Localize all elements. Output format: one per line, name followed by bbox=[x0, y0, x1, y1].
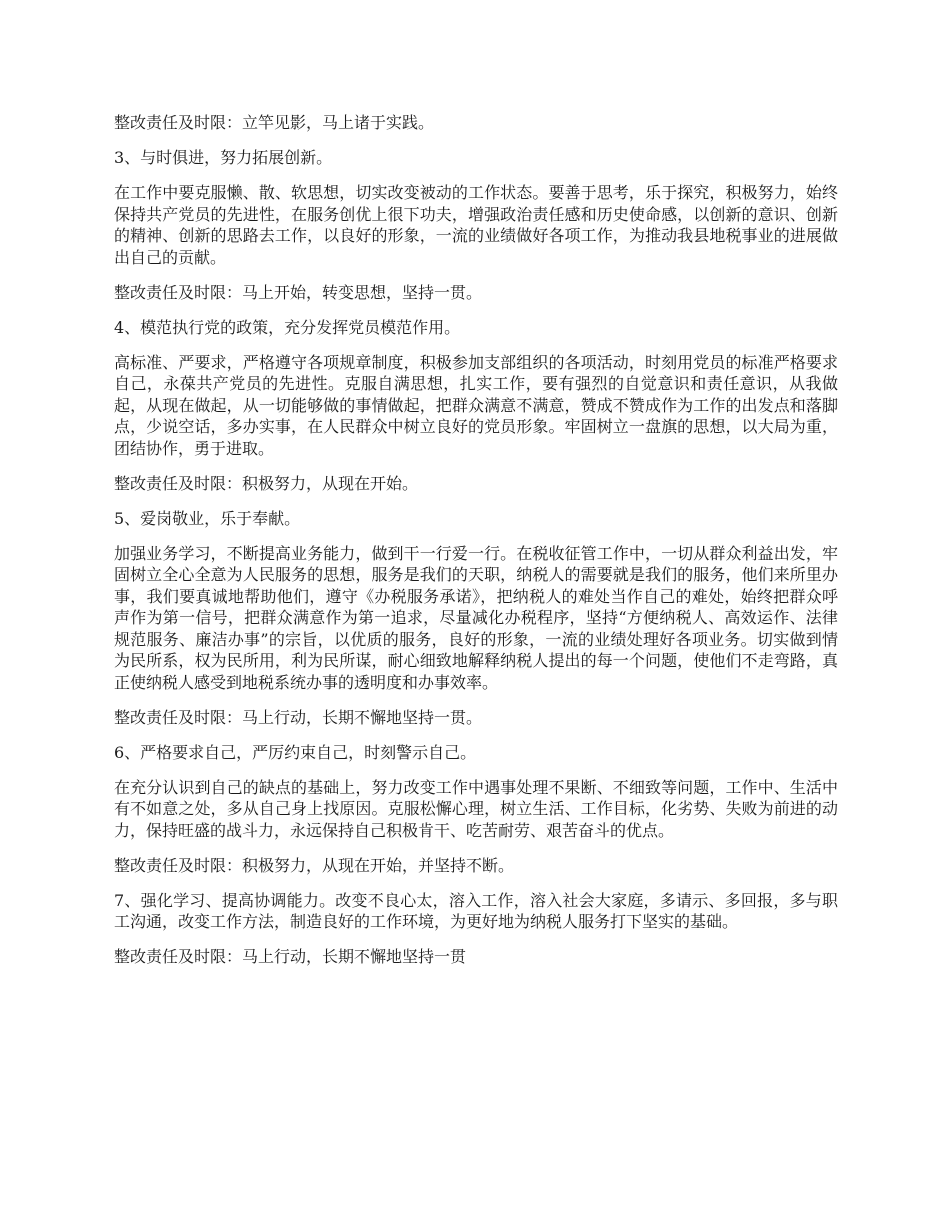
section-heading-3: 3、与时俱进，努力拓展创新。 bbox=[114, 148, 333, 167]
section-heading-7: 7、强化学习、提高协调能力。改变不良心太，溶入工作，溶入社会大家庭，多请示、多回报，多与职工沟通，改变工作方法，制造良好的工作环境，为更好地为纳税人服务打下坚实的基础。 bbox=[114, 890, 838, 931]
deadline-paragraph: 整改责任及时限：积极努力，从现在开始。 bbox=[114, 473, 419, 493]
deadline-paragraph: 整改责任及时限：马上行动，长期不懈地坚持一贯。 bbox=[114, 707, 483, 727]
section-heading-4: 4、模范执行党的政策，充分发挥党员模范作用。 bbox=[114, 317, 461, 337]
document-body bbox=[114, 112, 838, 968]
deadline-paragraph: 整改责任及时限：立竿见影，马上诸于实践。 bbox=[114, 113, 435, 132]
section-heading-5: 5、爱岗敬业，乐于奉献。 bbox=[114, 508, 301, 528]
deadline-paragraph: 整改责任及时限：马上行动，长期不懈地坚持一贯 bbox=[114, 947, 467, 966]
deadline-paragraph: 整改责任及时限：马上开始，转变思想，坚持一贯。 bbox=[114, 282, 483, 302]
body-paragraph: 高标准、严要求，严格遵守各项规章制度，积极参加支部组织的各项活动，时刻用党员的标准严格要求自己，永葆共产党员的先进性。克服自满思想，扎实工作，要有强烈的自觉意识和责任意识，从我做起，从现在做起，从一切能够做的事情做起，把群众满意不满意，赞成不赞成作为工作的出发点和落脚点，少说空话，多办实事，在人民群众中树立良好的党员形象。牢固树立一盘旗的思想，以大局为重，团结协作，勇于进取。 bbox=[114, 352, 838, 458]
body-paragraph: 在工作中要克服懒、散、软思想，切实改变被动的工作状态。要善于思考，乐于探究，积极努力，始终保持共产党员的先进性，在服务创优上很下功夫，增强政治责任感和历史使命感，以创新的意识、创新的精神、创新的思路去工作，以良好的形象，一流的业绩做好各项工作，为推动我县地税事业的进展做出自己的贡献。 bbox=[114, 183, 838, 267]
deadline-paragraph: 整改责任及时限：积极努力，从现在开始，并坚持不断。 bbox=[114, 855, 515, 875]
body-paragraph: 加强业务学习，不断提高业务能力，做到干一行爱一行。在税收征管工作中，一切从群众利益出发，牢固树立全心全意为人民服务的思想，服务是我们的天职，纳税人的需要就是我们的服务，他们来所里办事，我们要真诚地帮助他们，遵守《办税服务承诺》，把纳税人的难处当作自己的难处，始终把群众呼声作为第一信号，把群众满意作为第一追求，尽量减化办税程序，坚持“方便纳税人、高效运作、法律规范服务、廉洁办事”的宗旨，以优质的服务，良好的形象，一流的业绩处理好各项业务。切实做到情为民所系，权为民所用，利为民所谋，耐心细致地解释纳税人提出的每一个问题，使他们不走弯路，真正使纳税人感受到地税系统办事的透明度和办事效率。 bbox=[114, 543, 838, 692]
body-paragraph: 在充分认识到自己的缺点的基础上，努力改变工作中遇事处理不果断、不细致等问题，工作中、生活中有不如意之处，多从自己身上找原因。克服松懈心理，树立生活、工作目标，化劣势、失败为前进的动力，保持旺盛的战斗力，永远保持自己积极肯干、吃苦耐劳、艰苦奋斗的优点。 bbox=[114, 777, 838, 840]
section-heading-6: 6、严格要求自己，严厉约束自己，时刻警示自己。 bbox=[114, 742, 477, 762]
